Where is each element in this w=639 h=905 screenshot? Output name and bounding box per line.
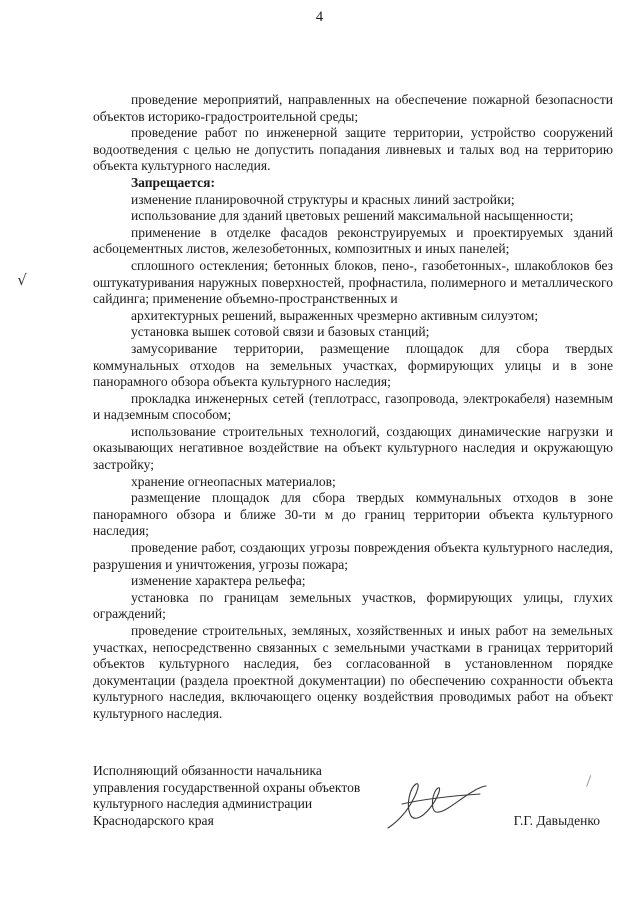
page-number: 4	[315, 9, 324, 25]
paragraph: проведение строительных, земляных, хозяйственных и иных работ на земельных участках, непосредственно связанных с земельными участками в границах территорий объектов культурного наследия, без согласованной в установленном порядке документации (раздела проектной документации) по обеспечению сохранности объекта культурного наследия, включающего оценку воздействия проводимых работ на объект культурного наследия.	[93, 623, 613, 721]
handwritten-signature	[380, 770, 490, 835]
signatory-position-line: Краснодарского края	[93, 812, 214, 828]
signatory-position-line: Исполняющий обязанности начальника	[93, 763, 322, 778]
paragraph: установка по границам земельных участков, формирующих улицы, глухих ограждений;	[93, 589, 613, 622]
paragraph: применение в отделке фасадов реконструируемых и проектируемых зданий асбоцементных листов, железобетонных, композитных и иных панелей;	[93, 224, 613, 257]
paragraph: установка вышек сотовой связи и базовых станций;	[131, 324, 430, 340]
paragraph: архитектурных решений, выраженных чрезмерно активным силуэтом;	[131, 307, 539, 323]
paragraph: замусоривание территории, размещение площадок для сбора твердых коммунальных отходов на земельных участках, формирующих улицы и в зоне панорамного обзора объекта культурного наследия;	[93, 340, 613, 390]
paragraph: использование для зданий цветовых решений максимальной насыщенности;	[131, 208, 574, 224]
check-mark-icon: √	[17, 271, 27, 289]
document-body	[93, 92, 613, 723]
signatory-name: Г.Г. Давыденко	[513, 812, 600, 828]
paragraph: прокладка инженерных сетей (теплотрасс, газопровода, электрокабеля) наземным и надземным способом;	[93, 390, 613, 423]
paragraph: хранение огнеопасных материалов;	[131, 473, 336, 489]
signatory-position-line: управления государственной охраны объектов	[93, 779, 361, 795]
paragraph: использование строительных технологий, создающих динамические нагрузки и оказывающих негативное воздействие на объект культурного наследия и окружающую застройку;	[93, 423, 613, 473]
signature-block	[93, 763, 613, 829]
paragraph: сплошного остекления; бетонных блоков, пено-, газобетонных-, шлакоблоков без оштукатуривания наружных поверхностей, профнастила, полимерного и металлического сайдинга; применение объемно-пространственных и	[93, 257, 613, 307]
paragraph: проведение мероприятий, направленных на обеспечение пожарной безопасности объектов историко-градостроительной среды;	[93, 92, 613, 124]
paragraph: размещение площадок для сбора твердых коммунальных отходов в зоне панорамного обзора и ближе 30-ти м до границ территории объекта культурного наследия;	[93, 490, 613, 539]
paragraph: изменение планировочной структуры и красных линий застройки;	[131, 191, 515, 207]
paragraph: проведение работ по инженерной защите территории, устройство сооружений водоотведения с целью не допустить попадания ливневых и талых вод на территорию объекта культурного наследия.	[93, 125, 613, 174]
signatory-position-line: культурного наследия администрации	[93, 796, 313, 812]
paragraph: изменение характера рельефа;	[131, 573, 306, 589]
paragraph: проведение работ, создающих угрозы повреждения объекта культурного наследия, разрушения и уничтожения, угрозы пожара;	[93, 540, 613, 572]
prohibited-heading: Запрещается:	[131, 174, 215, 190]
